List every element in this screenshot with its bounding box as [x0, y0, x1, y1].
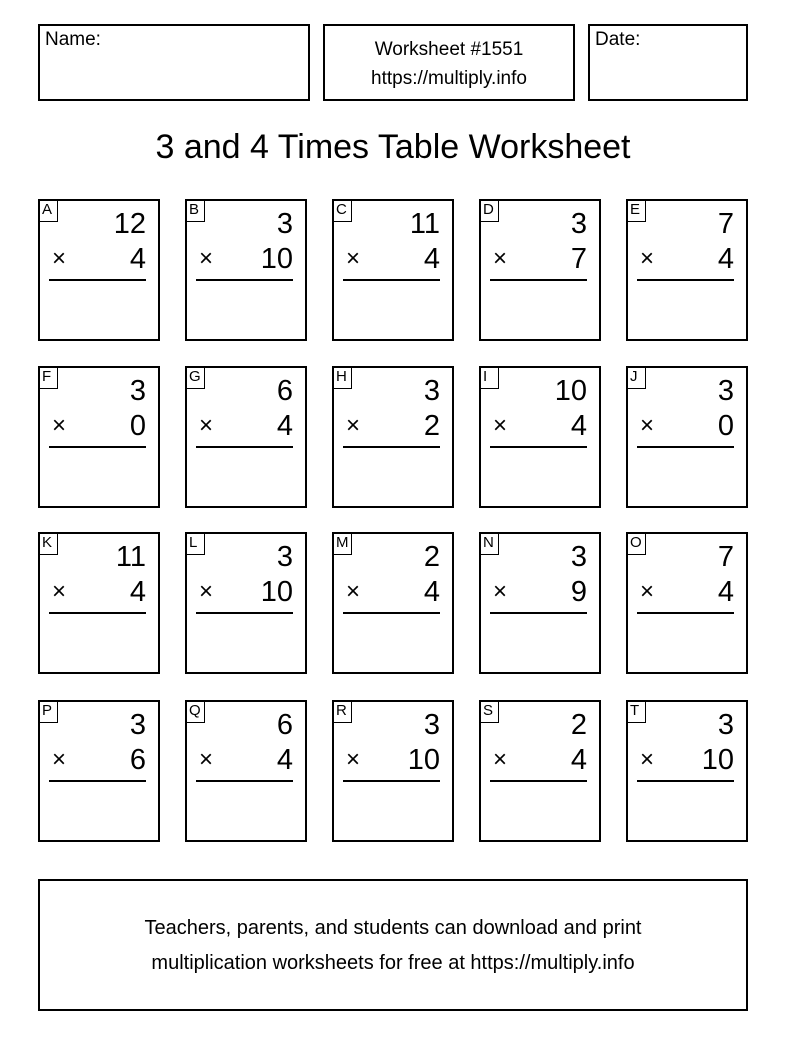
- times-sign: ×: [52, 412, 67, 439]
- answer-line: [637, 279, 734, 281]
- multiplier: 10: [701, 744, 734, 776]
- times-sign: ×: [640, 412, 655, 439]
- times-sign: ×: [52, 245, 67, 272]
- multiplicand: 11: [409, 208, 440, 240]
- problem-letter: A: [38, 199, 58, 222]
- page-title: 3 and 4 Times Table Worksheet: [155, 128, 631, 166]
- multiplicand: 6: [276, 375, 293, 407]
- multiplier: 6: [129, 744, 146, 776]
- problem-card[interactable]: [185, 700, 307, 842]
- problem-letter: I: [479, 366, 499, 389]
- problem-letter: K: [38, 532, 58, 555]
- times-sign: ×: [493, 412, 508, 439]
- problem-letter: H: [332, 366, 352, 389]
- multiplicand: 2: [423, 541, 440, 573]
- problem-card[interactable]: [626, 366, 748, 508]
- multiplicand: 3: [717, 375, 734, 407]
- problem-letter: T: [626, 700, 646, 723]
- multiplier: 0: [129, 410, 146, 442]
- answer-line: [196, 612, 293, 614]
- multiplier: 4: [276, 410, 293, 442]
- problem-card[interactable]: [38, 700, 160, 842]
- problem-letter: M: [332, 532, 352, 555]
- times-sign: ×: [346, 245, 361, 272]
- times-sign: ×: [346, 746, 361, 773]
- problem-card[interactable]: [332, 366, 454, 508]
- answer-line: [196, 780, 293, 782]
- answer-line: [49, 279, 146, 281]
- times-sign: ×: [640, 245, 655, 272]
- answer-line: [490, 446, 587, 448]
- times-sign: ×: [346, 412, 361, 439]
- multiplier: 4: [423, 243, 440, 275]
- answer-line: [637, 780, 734, 782]
- multiplicand: 2: [570, 709, 587, 741]
- footer-line-1: Teachers, parents, and students can download and print: [144, 917, 642, 939]
- problem-card[interactable]: [185, 199, 307, 341]
- answer-line: [196, 279, 293, 281]
- problem-letter: G: [185, 366, 205, 389]
- multiplicand: 3: [423, 375, 440, 407]
- problem-card[interactable]: [626, 700, 748, 842]
- answer-line: [49, 612, 146, 614]
- answer-line: [637, 446, 734, 448]
- times-sign: ×: [640, 578, 655, 605]
- problem-letter: O: [626, 532, 646, 555]
- problem-card[interactable]: [38, 199, 160, 341]
- multiplicand: 12: [113, 208, 146, 240]
- worksheet-url[interactable]: https://multiply.info: [371, 68, 527, 89]
- multiplier: 0: [717, 410, 734, 442]
- multiplier: 4: [276, 744, 293, 776]
- multiplicand: 10: [554, 375, 587, 407]
- answer-line: [637, 612, 734, 614]
- problem-card[interactable]: [185, 532, 307, 674]
- multiplier: 4: [129, 243, 146, 275]
- multiplier: 7: [570, 243, 587, 275]
- times-sign: ×: [640, 746, 655, 773]
- multiplicand: 7: [717, 541, 734, 573]
- problem-letter: E: [626, 199, 646, 222]
- problem-card[interactable]: [332, 199, 454, 341]
- multiplicand: 3: [129, 709, 146, 741]
- multiplicand: 3: [276, 208, 293, 240]
- problem-letter: F: [38, 366, 58, 389]
- multiplier: 4: [717, 243, 734, 275]
- times-sign: ×: [199, 746, 214, 773]
- multiplier: 9: [570, 576, 587, 608]
- multiplier: 4: [717, 576, 734, 608]
- problem-card[interactable]: [332, 700, 454, 842]
- problem-letter: L: [185, 532, 205, 555]
- problem-card[interactable]: [479, 700, 601, 842]
- multiplicand: 3: [570, 208, 587, 240]
- problem-card[interactable]: [479, 532, 601, 674]
- multiplicand: 3: [276, 541, 293, 573]
- answer-line: [490, 780, 587, 782]
- times-sign: ×: [199, 578, 214, 605]
- multiplier: 10: [407, 744, 440, 776]
- worksheet-number: Worksheet #1551: [374, 39, 524, 60]
- problem-letter: C: [332, 199, 352, 222]
- multiplier: 4: [423, 576, 440, 608]
- multiplier: 4: [129, 576, 146, 608]
- problem-letter: D: [479, 199, 499, 222]
- problem-card[interactable]: [479, 199, 601, 341]
- problem-letter: Q: [185, 700, 205, 723]
- answer-line: [343, 612, 440, 614]
- problem-card[interactable]: [38, 532, 160, 674]
- date-label: Date:: [595, 29, 641, 50]
- problem-card[interactable]: [626, 532, 748, 674]
- times-sign: ×: [199, 245, 214, 272]
- multiplier: 10: [260, 243, 293, 275]
- answer-line: [49, 780, 146, 782]
- times-sign: ×: [346, 578, 361, 605]
- times-sign: ×: [52, 578, 67, 605]
- problem-letter: B: [185, 199, 205, 222]
- multiplier: 2: [423, 410, 440, 442]
- footer-box: [38, 879, 748, 1011]
- answer-line: [343, 446, 440, 448]
- problem-letter: N: [479, 532, 499, 555]
- answer-line: [343, 780, 440, 782]
- multiplier: 4: [570, 410, 587, 442]
- problem-card[interactable]: [332, 532, 454, 674]
- problem-letter: S: [479, 700, 499, 723]
- times-sign: ×: [52, 746, 67, 773]
- problem-card[interactable]: [38, 366, 160, 508]
- answer-line: [490, 279, 587, 281]
- problem-card[interactable]: [185, 366, 307, 508]
- answer-line: [196, 446, 293, 448]
- multiplier: 10: [260, 576, 293, 608]
- times-sign: ×: [199, 412, 214, 439]
- answer-line: [49, 446, 146, 448]
- answer-line: [490, 612, 587, 614]
- times-sign: ×: [493, 746, 508, 773]
- problem-letter: J: [626, 366, 646, 389]
- times-sign: ×: [493, 578, 508, 605]
- multiplicand: 3: [423, 709, 440, 741]
- times-sign: ×: [493, 245, 508, 272]
- problem-letter: P: [38, 700, 58, 723]
- multiplicand: 3: [717, 709, 734, 741]
- multiplier: 4: [570, 744, 587, 776]
- problem-letter: R: [332, 700, 352, 723]
- multiplicand: 7: [717, 208, 734, 240]
- problem-card[interactable]: [479, 366, 601, 508]
- multiplicand: 3: [570, 541, 587, 573]
- multiplicand: 11: [115, 541, 146, 573]
- answer-line: [343, 279, 440, 281]
- multiplicand: 6: [276, 709, 293, 741]
- name-label: Name:: [45, 29, 101, 50]
- problem-card[interactable]: [626, 199, 748, 341]
- multiplicand: 3: [129, 375, 146, 407]
- footer-line-2: multiplication worksheets for free at https://multiply.info: [151, 952, 635, 974]
